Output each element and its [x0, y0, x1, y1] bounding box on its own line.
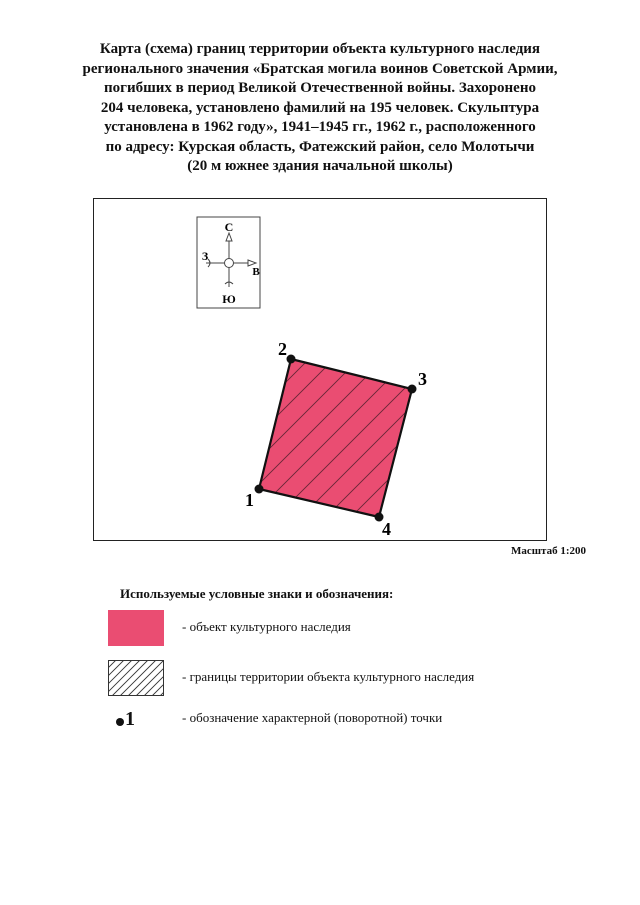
title-line: по адресу: Курская область, Фатежский район, село Молотычи: [105, 138, 535, 155]
map-canvas: [94, 199, 548, 542]
legend-swatch-filled: [108, 610, 164, 646]
title-line: (20 м южнее здания начальной школы): [187, 158, 453, 174]
map-frame: [93, 198, 547, 541]
legend-point-number: 1: [125, 708, 135, 730]
compass-east-label: В: [252, 266, 260, 278]
legend-text: - объект культурного наследия: [182, 619, 351, 634]
compass-south-label: Ю: [222, 292, 236, 306]
document-title: [60, 40, 580, 177]
point-label: 1: [245, 490, 254, 510]
compass-north-label: С: [224, 220, 234, 234]
legend-text: - границы территории объекта культурного наследия: [182, 669, 475, 684]
point-marker-icon: [116, 718, 124, 726]
compass-west-label: З: [201, 249, 209, 263]
boundary-point: [287, 355, 296, 364]
legend-text: - обозначение характерной (поворотной) точки: [182, 710, 443, 725]
title-line: регионального значения «Братская могила воинов Советской Армии,: [82, 60, 558, 77]
legend-swatch-hatched: [108, 660, 164, 696]
point-label: 3: [418, 369, 427, 389]
title-line: 204 человека, установлено фамилий на 195 человек. Скульптура: [100, 99, 540, 116]
compass-center-icon: [225, 259, 234, 268]
point-label: 4: [382, 519, 391, 539]
point-label: 2: [278, 339, 287, 359]
map-scale: Масштаб 1:200: [510, 545, 586, 557]
title-line: установлена в 1962 году», 1941–1945 гг., 1962 г., расположенного: [104, 119, 536, 135]
title-line: погибших в период Великой Отечественной войны. Захоронено: [104, 80, 536, 96]
compass: [197, 217, 260, 308]
legend-title: Используемые условные знаки и обозначения:: [120, 586, 394, 601]
title-line: Карта (схема) границ территории объекта культурного наследия: [99, 41, 541, 57]
boundary-point: [255, 485, 264, 494]
boundary-point: [408, 385, 417, 394]
